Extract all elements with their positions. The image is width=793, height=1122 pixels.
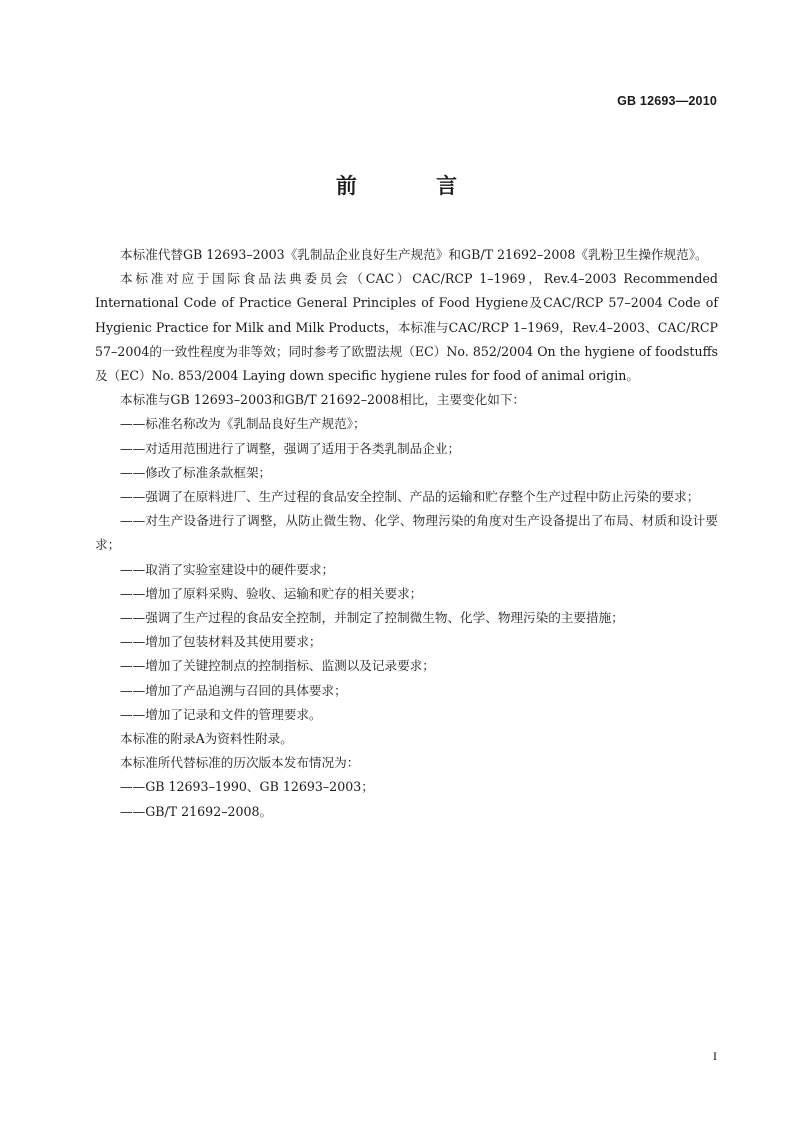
change-item: ——标准名称改为《乳制品良好生产规范》； <box>120 416 366 432</box>
paragraph: 本标准的附录A为资料性附录。 <box>120 731 293 747</box>
paragraph: 本标准与GB 12693–2003和GB/T 21692–2008相比，主要变化如下： <box>120 392 526 408</box>
change-item: ——修改了标准条款框架； <box>120 464 272 480</box>
change-item: ——强调了生产过程的食品安全控制，并制定了控制微生物、化学、物理污染的主要措施； <box>120 610 624 626</box>
change-item: ——增加了包装材料及其使用要求； <box>120 634 322 650</box>
page-title: 前 言 <box>335 174 494 198</box>
change-item: ——强调了在原料进厂、生产过程的食品安全控制、产品的运输和贮存整个生产过程中防止污染的要求； <box>120 489 700 505</box>
page-number: I <box>713 1049 717 1063</box>
standard-code: GB 12693—2010 <box>617 94 717 108</box>
change-item: ——增加了产品追溯与召回的具体要求； <box>120 682 347 698</box>
change-item: ——增加了原料采购、验收、运输和贮存的相关要求； <box>120 585 423 601</box>
paragraph: 本标准所代替标准的历次版本发布情况为： <box>120 755 360 771</box>
paragraph: 本标准代替GB 12693–2003《乳制品企业良好生产规范》和GB/T 21692–2008《乳粉卫生操作规范》。 <box>120 247 708 262</box>
version-item: ——GB 12693–1990、GB 12693–2003； <box>120 779 374 795</box>
document-body <box>95 243 718 824</box>
change-item: ——取消了实验室建设中的硬件要求； <box>120 561 335 577</box>
change-item: ——对生产设备进行了调整，从防止微生物、化学、物理污染的角度对生产设备提出了布局、材质和设计要求； <box>95 513 718 553</box>
paragraph: 本标准对应于国际食品法典委员会（CAC）CAC/RCP 1–1969，Rev.4–2003 Recommended International Code of Practice General Principles of Food Hygiene及CAC/RCP 57–2004 Code of Hygienic Practice for Milk and Milk Products，本标准与CAC/RCP 1–1969，Rev.4–2003、CAC/RCP 57–2004的一致性程度为非等效；同时参考了欧盟法规（EC）No. 852/2004 On the hygiene of foodstuffs及（EC）No. 853/2004 Laying down specific hygiene rules for food of animal origin。 <box>95 271 718 384</box>
change-item: ——增加了记录和文件的管理要求。 <box>120 706 322 722</box>
change-item: ——增加了关键控制点的控制指标、监测以及记录要求； <box>120 658 435 674</box>
change-item: ——对适用范围进行了调整，强调了适用于各类乳制品企业； <box>120 440 461 456</box>
version-item: ——GB/T 21692–2008。 <box>120 803 273 819</box>
